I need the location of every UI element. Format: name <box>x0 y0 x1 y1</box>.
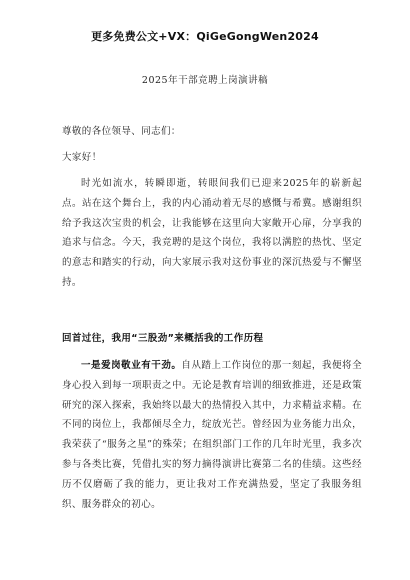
section-heading: 回首过往，我用“三股劲”来概括我的工作历程 <box>62 333 264 344</box>
paragraph-body: 自从踏上工作岗位的那一刻起，我便将全身心投入到每一项职责之中。无论是教育培训的细致推进，还是政策研究的深入探索，我始终以最大的热情投入其中，力求精益求精。在不同的岗位上，我都倾尽全力，绽放光芒。曾经因为业务能力出众，我荣获了“服务之星”的殊荣；在组织部门工作的几年时光里，我多次参与各类比赛，凭借扎实的努力摘得演讲比赛第二名的佳绩。这些经历不仅磨砺了我的能力，更让我对工作充满热爱，坚定了我服务组织、服务群众的初心。 <box>62 360 362 510</box>
document-title: 2025年干部竞聘上岗演讲稿 <box>141 75 269 86</box>
greeting-line: 大家好！ <box>62 152 102 163</box>
opening-paragraph: 时光如流水，转瞬即逝，转眼间我们已迎来2025年的崭新起点。站在这个舞台上，我的内心涌动着无尽的感慨与希冀。感谢组织给予我这次宝贵的机会，让我能够在这里向大家敞开心扉，分享我的追求与信念。今天，我竞聘的是这个岗位，我将以满腔的热忱、坚定的意志和踏实的行动，向大家展示我对这份事业的深沉热爱与不懈坚持。 <box>62 178 362 288</box>
salutation: 尊敬的各位领导、同志们： <box>62 126 181 137</box>
paragraph-lead: 一是爱岗敬业有干劲。 <box>81 360 182 371</box>
body-paragraph <box>62 356 362 514</box>
promo-banner: 更多免费公文+VX：QiGeGongWen2024 <box>91 30 319 43</box>
